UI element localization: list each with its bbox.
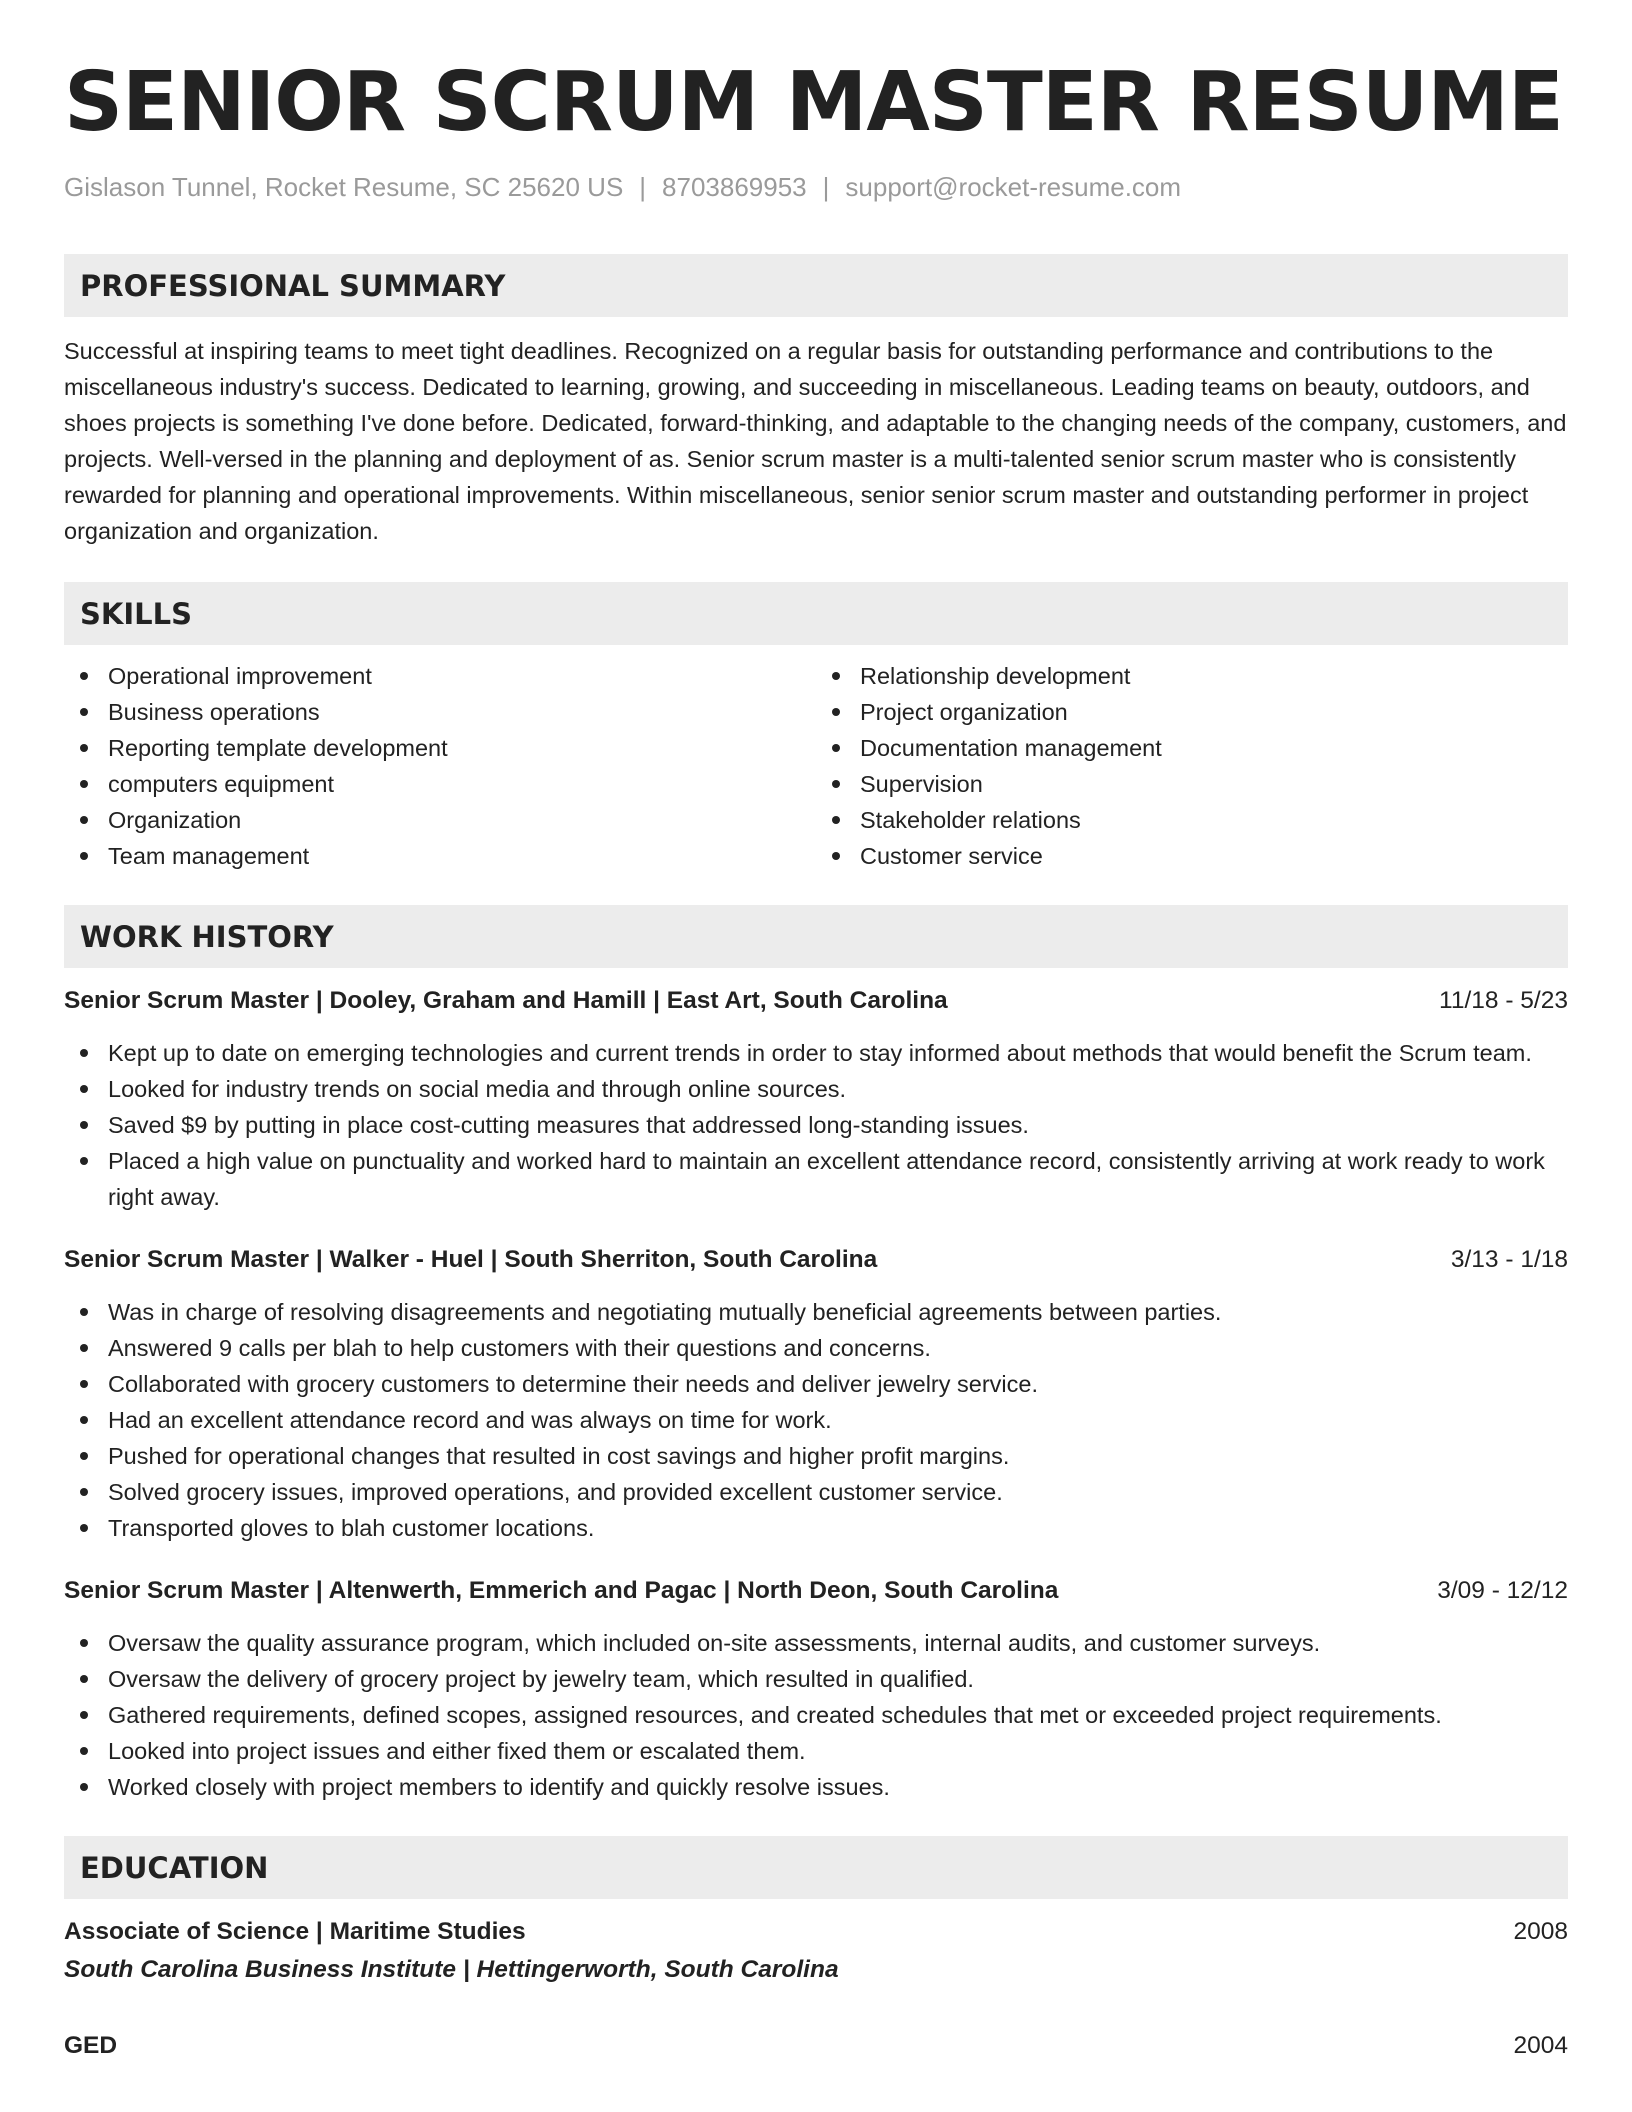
education-year: 2004 xyxy=(1513,2032,1568,2060)
education-entry xyxy=(64,1916,1568,1986)
education-header xyxy=(64,1916,1568,1948)
skill-item: Reporting template development xyxy=(64,730,816,766)
job-bullet: Oversaw the delivery of grocery project by jewelry team, which resulted in qualified. xyxy=(64,1661,1568,1697)
job-title: Senior Scrum Master | Altenwerth, Emmerich and Pagac | North Deon, South Carolina xyxy=(64,1577,1059,1605)
skill-item: Project organization xyxy=(816,694,1568,730)
contact-line xyxy=(64,172,1568,203)
job-bullet: Was in charge of resolving disagreements and negotiating mutually beneficial agreements between parties. xyxy=(64,1294,1568,1330)
contact-address: Gislason Tunnel, Rocket Resume, SC 25620 US xyxy=(64,172,624,202)
contact-phone: 8703869953 xyxy=(662,172,807,202)
job-bullet: Gathered requirements, defined scopes, assigned resources, and created schedules that met or exceeded project requirements. xyxy=(64,1697,1568,1733)
skill-item: Organization xyxy=(64,802,816,838)
skill-item: Business operations xyxy=(64,694,816,730)
job-bullets xyxy=(64,1294,1568,1546)
job-header xyxy=(64,1575,1568,1607)
skill-item: Relationship development xyxy=(816,658,1568,694)
section-heading-work-history: WORK HISTORY xyxy=(64,905,1568,968)
contact-separator: | xyxy=(639,172,647,202)
job-bullet: Pushed for operational changes that resulted in cost savings and higher profit margins. xyxy=(64,1438,1568,1474)
skills-column-right xyxy=(816,658,1568,874)
job-dates: 11/18 - 5/23 xyxy=(1439,987,1568,1015)
section-heading-education: EDUCATION xyxy=(64,1836,1568,1899)
job-bullets xyxy=(64,1625,1568,1805)
skill-item: Customer service xyxy=(816,838,1568,874)
job-dates: 3/09 - 12/12 xyxy=(1437,1577,1568,1605)
section-heading-summary: PROFESSIONAL SUMMARY xyxy=(64,254,1568,317)
skills-column-left xyxy=(64,658,816,874)
job-title: Senior Scrum Master | Walker - Huel | South Sherriton, South Carolina xyxy=(64,1246,878,1274)
skill-item: Documentation management xyxy=(816,730,1568,766)
job-bullet: Saved $9 by putting in place cost-cutting measures that addressed long-standing issues. xyxy=(64,1107,1568,1143)
skill-item: Team management xyxy=(64,838,816,874)
job-bullet: Collaborated with grocery customers to determine their needs and deliver jewelry service. xyxy=(64,1366,1568,1402)
section-heading-skills: SKILLS xyxy=(64,582,1568,645)
job-bullet: Looked for industry trends on social media and through online sources. xyxy=(64,1071,1568,1107)
skill-item: Stakeholder relations xyxy=(816,802,1568,838)
contact-email: support@rocket-resume.com xyxy=(845,172,1182,202)
job-bullet: Looked into project issues and either fixed them or escalated them. xyxy=(64,1733,1568,1769)
job-bullet: Transported gloves to blah customer locations. xyxy=(64,1510,1568,1546)
job-bullet: Worked closely with project members to identify and quickly resolve issues. xyxy=(64,1769,1568,1805)
education-degree: Associate of Science | Maritime Studies xyxy=(64,1918,526,1946)
job-bullet: Kept up to date on emerging technologies and current trends in order to stay informed about methods that would benefit the Scrum team. xyxy=(64,1035,1568,1071)
education-school: South Carolina Business Institute | Hettingerworth, South Carolina xyxy=(64,1956,839,1984)
job-entry xyxy=(64,985,1568,1215)
contact-separator: | xyxy=(822,172,830,202)
job-bullets xyxy=(64,1035,1568,1215)
job-header xyxy=(64,985,1568,1017)
education-entry xyxy=(64,2030,1568,2062)
job-bullet: Placed a high value on punctuality and worked hard to maintain an excellent attendance record, consistently arriving at work ready to work right away. xyxy=(64,1143,1568,1215)
skill-item: computers equipment xyxy=(64,766,816,802)
job-bullet: Had an excellent attendance record and was always on time for work. xyxy=(64,1402,1568,1438)
summary-text: Successful at inspiring teams to meet tight deadlines. Recognized on a regular basis for outstanding performance and contributions to the miscellaneous industry's success. Dedicated to learning, growing, and succeeding in miscellaneous. Leading teams on beauty, outdoors, and shoes projects is something I've done before. Dedicated, forward-thinking, and adaptable to the changing needs of the company, customers, and projects. Well-versed in the planning and deployment of as. Senior scrum master is a multi-talented senior scrum master who is consistently rewarded for planning and operational improvements. Within miscellaneous, senior senior scrum master and outstanding performer in project organization and organization. xyxy=(64,338,1567,545)
job-bullet: Oversaw the quality assurance program, which included on-site assessments, internal audits, and customer surveys. xyxy=(64,1625,1568,1661)
education-degree: GED xyxy=(64,2032,118,2060)
skills-list xyxy=(64,658,1568,874)
skill-item: Operational improvement xyxy=(64,658,816,694)
education-header xyxy=(64,2030,1568,2062)
job-dates: 3/13 - 1/18 xyxy=(1450,1246,1568,1274)
job-title: Senior Scrum Master | Dooley, Graham and Hamill | East Art, South Carolina xyxy=(64,987,948,1015)
job-header xyxy=(64,1244,1568,1276)
job-entry xyxy=(64,1575,1568,1805)
resume-page xyxy=(64,0,1568,2112)
job-bullet: Answered 9 calls per blah to help customers with their questions and concerns. xyxy=(64,1330,1568,1366)
skill-item: Supervision xyxy=(816,766,1568,802)
education-year: 2008 xyxy=(1513,1918,1568,1946)
job-entry xyxy=(64,1244,1568,1546)
resume-title: SENIOR SCRUM MASTER RESUME xyxy=(64,55,1563,150)
job-bullet: Solved grocery issues, improved operations, and provided excellent customer service. xyxy=(64,1474,1568,1510)
